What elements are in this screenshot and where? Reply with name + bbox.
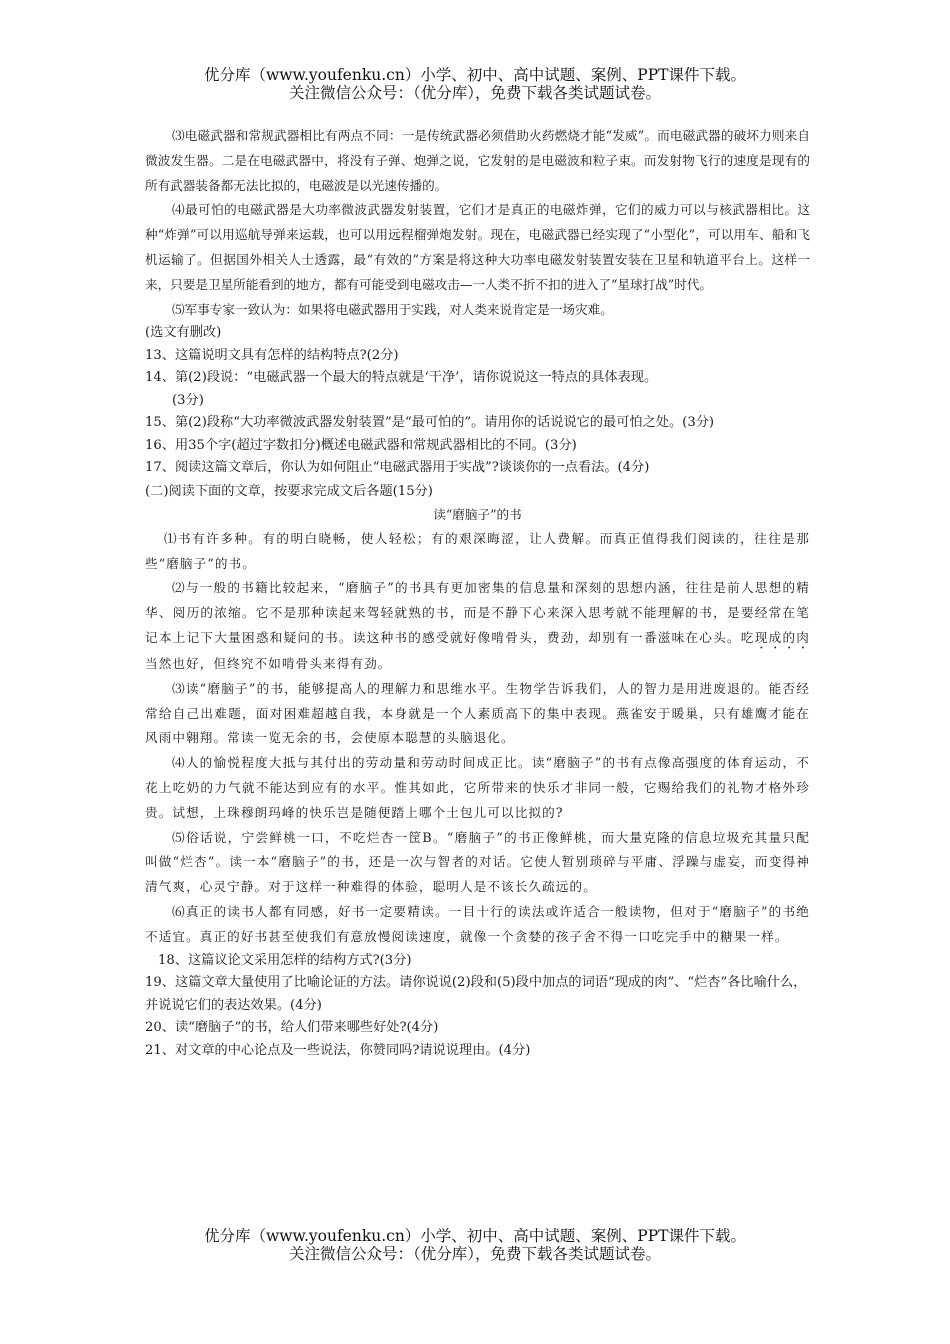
part2-paragraph-5: ⑸俗话说，宁尝鲜桃一口，不吃烂杏一筐B。“磨脑子”的书正像鲜桃，而大量克隆的信息垃圾充其量只配叫做“烂杏”。读一本“磨脑子”的书，还是一次与智者的对话。它使人暂别琐碎与平庸、浮躁与虚妄，而变得神清气爽，心灵宁静。对于这样一种难得的体验，聪明人是不该长久疏远的。	[145, 829, 810, 895]
question-16: 16、用35个字(超过字数扣分)概述电磁武器和常规武器相比的不同。(3分)	[145, 437, 577, 453]
part2-paragraph-4: ⑷人的愉悦程度大抵与其付出的劳动量和劳动时间成正比。读“磨脑子”的书有点像高强度的体育运动，不花上吃奶的力气就不能达到应有的水平。惟其如此，它所带来的快乐才非同一般，它赐给我们的礼物才格外珍贵。试想，上珠穆朗玛峰的快乐岂是随便踏上哪个土包儿可以比拟的?	[145, 755, 810, 820]
question-18: 18、这篇议论文采用怎样的结构方式?(3分)	[158, 952, 412, 968]
question-19: 19、这篇文章大量使用了比喻论证的方法。请你说说(2)段和(5)段中加点的词语“现成的肉”、“烂杏”各比喻什么，并说说它们的表达效果。(4分)	[145, 975, 807, 1013]
paragraph-2-text-after: 当然也好，但终究不如啃骨头来得有劲。	[145, 656, 392, 672]
part2-paragraph-6: ⑹真正的读书人都有同感，好书一定要精读。一目十行的读法或许适合一般读物，但对于“磨脑子”的书绝不适宜。真正的好书甚至使我们有意放慢阅读速度，就像一个贪婪的孩子舍不得一口吃完手中的糖果一样。	[145, 904, 810, 944]
part2-paragraph-1: ⑴书有许多种。有的明白晓畅，使人轻松；有的艰深晦涩，让人费解。而真正值得我们阅读的，往往是那些“磨脑子”的书。	[145, 530, 810, 571]
banner-line-1: 优分库（www.youfenku.cn）小学、初中、高中试题、案例、PPT课件下载。	[203, 66, 747, 84]
question-17: 17、阅读这篇文章后，你认为如何阻止“电磁武器用于实战”?谈谈你的一点看法。(4分)	[145, 460, 650, 476]
banner-line-2: 关注微信公众号：（优分库），免费下载各类试题试卷。	[288, 84, 661, 102]
part2-paragraph-2	[145, 576, 810, 676]
footer-line-2: 关注微信公众号：（优分库），免费下载各类试题试卷。	[288, 1245, 661, 1263]
part1-paragraph-3: ⑶电磁武器和常规武器相比有两点不同：一是传统武器必须借助火药燃烧才能“发威”。而电磁武器的破坏力则来自微波发生器。二是在电磁武器中，将没有子弹、炮弹之说，它发射的是电磁波和粒子束。而发射物飞行的速度是现有的所有武器装备都无法比拟的，电磁波是以光速传播的。	[145, 128, 810, 193]
question-14-score: (3分)	[172, 392, 204, 408]
question-13: 13、这篇说明文具有怎样的结构特点?(2分)	[145, 347, 399, 363]
footer-line-1: 优分库（www.youfenku.cn）小学、初中、高中试题、案例、PPT课件下载。	[203, 1227, 747, 1245]
paragraph-2-text-before: ⑵与一般的书籍比较起来，“磨脑子”的书具有更加密集的信息量和深刻的思想内涵，往往是前人思想的精华、阅历的浓缩。它不是那种读起来驾轻就熟的书，而是不静下心来深入思考就不能理解的书，是要经常在笔记本上记下大量困惑和疑问的书。读这种书的感受就好像啃骨头，费劲，却别有一番滋味在心头。吃	[145, 580, 810, 646]
question-20: 20、读“磨脑子”的书，给人们带来哪些好处?(4分)	[145, 1020, 439, 1036]
emphasized-phrase-ready-meat: 现成的肉	[754, 630, 811, 646]
part1-paragraph-4: ⑷最可怕的电磁武器是大功率微波武器发射装置，它们才是真正的电磁炸弹，它们的威力可以与核武器相比。这种“炸弹”可以用巡航导弹来运载，也可以用远程榴弹炮发射。现在，电磁武器已经实现了“小型化”，可以用车、船和飞机运输了。但据国外相关人士透露，最“有效的”方案是将这种大功率电磁发射装置安装在卫星和轨道平台上。这样一来，只要是卫星所能看到的地方，都有可能受到电磁攻击—一人类不折不扣的进入了“星球打战”时代。	[145, 202, 810, 292]
excerpt-note: (选文有删改)	[145, 325, 222, 341]
part1-paragraph-5: ⑸军事专家一致认为：如果将电磁武器用于实践，对人类来说肯定是一场灾难。	[172, 301, 613, 317]
document-body	[145, 124, 810, 1062]
article-title: 读“磨脑子”的书	[433, 506, 522, 522]
footer-banner	[0, 1227, 950, 1263]
question-14: 14、第(2)段说：“电磁武器一个最大的特点就是‘干净’，请你说说这一特点的具体表现。	[145, 370, 658, 386]
question-21: 21、对文章的中心论点及一些说法，你赞同吗?请说说理由。(4分)	[145, 1042, 531, 1058]
question-15: 15、第(2)段称“大功率微波武器发射装置”是“最可怕的”。请用你的话说说它的最可怕之处。(3分)	[145, 415, 715, 431]
part2-paragraph-3: ⑶读“磨脑子”的书，能够提高人的理解力和思维水平。生物学告诉我们，人的智力是用进废退的。能否经常给自己出难题，面对困难超越自我，本身就是一个人素质高下的集中表现。燕雀安于暖巢，只有雄鹰才能在风雨中翱翔。常读一览无余的书，会使原本聪慧的头脑退化。	[145, 680, 810, 746]
section-2-heading: (二)阅读下面的文章，按要求完成文后各题(15分)	[145, 483, 433, 499]
header-banner	[0, 66, 950, 102]
